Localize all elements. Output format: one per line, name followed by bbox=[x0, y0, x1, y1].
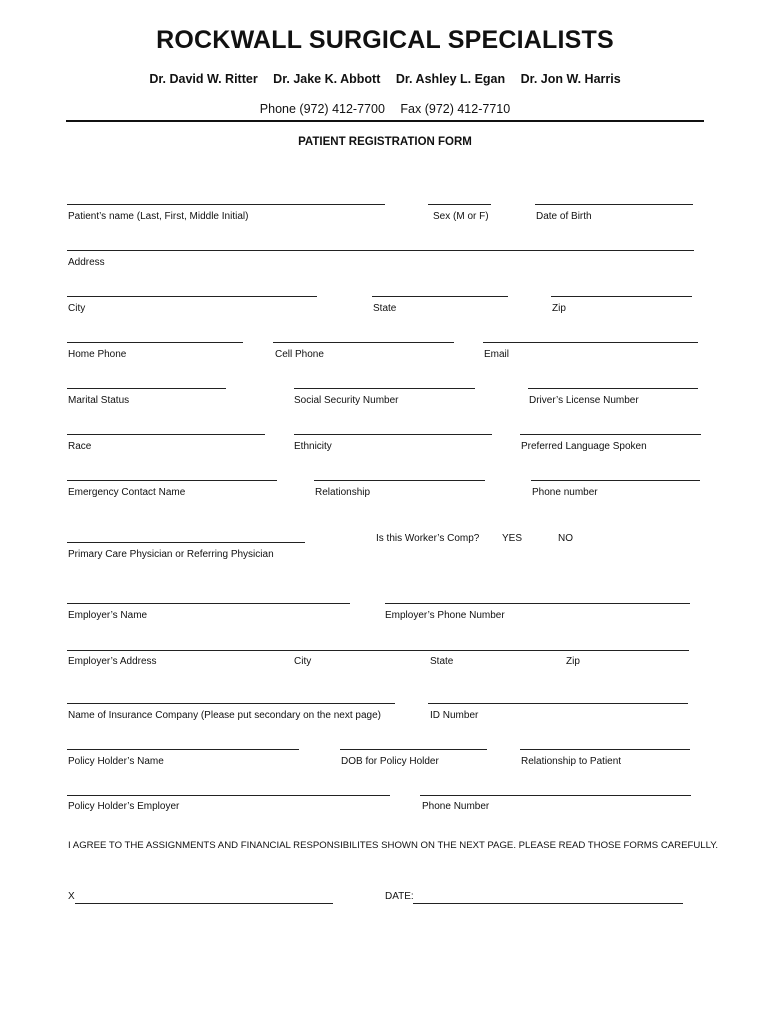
doctors-list bbox=[0, 72, 770, 86]
agreement-statement: I AGREE TO THE ASSIGNMENTS AND FINANCIAL RESPONSIBILITES SHOWN ON THE NEXT PAGE. PLEASE READ THOSE FORMS CAREFULLY. bbox=[68, 840, 719, 851]
header-divider bbox=[66, 120, 704, 122]
policy-holder-phone-label: Phone Number bbox=[422, 801, 490, 812]
ethnicity-field[interactable] bbox=[294, 434, 492, 435]
drivers-license-label: Driver’s License Number bbox=[529, 395, 639, 406]
address-field[interactable] bbox=[67, 250, 694, 251]
policy-holder-dob-field[interactable] bbox=[340, 749, 487, 750]
employer-state-label: State bbox=[430, 656, 454, 667]
dob-label: Date of Birth bbox=[536, 211, 592, 222]
race-field[interactable] bbox=[67, 434, 265, 435]
insurance-company-label: Name of Insurance Company (Please put secondary on the next page) bbox=[68, 710, 381, 721]
ethnicity-label: Ethnicity bbox=[294, 441, 332, 452]
drivers-license-field[interactable] bbox=[528, 388, 698, 389]
date-field[interactable] bbox=[413, 903, 683, 904]
policy-holder-employer-field[interactable] bbox=[67, 795, 390, 796]
phone-number-label: Phone number bbox=[532, 487, 598, 498]
zip-label: Zip bbox=[552, 303, 566, 314]
employer-address-label: Employer’s Address bbox=[68, 656, 157, 667]
pcp-field[interactable] bbox=[67, 542, 305, 543]
contact-info bbox=[0, 102, 770, 116]
sex-label: Sex (M or F) bbox=[433, 211, 489, 222]
date-prefix: DATE: bbox=[385, 891, 414, 902]
emergency-phone-field[interactable] bbox=[531, 480, 700, 481]
pcp-label: Primary Care Physician or Referring Physician bbox=[68, 549, 274, 560]
employer-name-field[interactable] bbox=[67, 603, 350, 604]
state-field[interactable] bbox=[372, 296, 508, 297]
dob-field[interactable] bbox=[535, 204, 693, 205]
id-number-label: ID Number bbox=[430, 710, 479, 721]
email-label: Email bbox=[484, 349, 510, 360]
home-phone-field[interactable] bbox=[67, 342, 243, 343]
relationship-field[interactable] bbox=[314, 480, 485, 481]
state-label: State bbox=[373, 303, 397, 314]
doctor-name: Dr. Jake K. Abbott bbox=[273, 72, 381, 86]
marital-status-label: Marital Status bbox=[68, 395, 130, 406]
cell-phone-field[interactable] bbox=[273, 342, 454, 343]
doctor-name: Dr. David W. Ritter bbox=[149, 72, 258, 86]
policy-holder-employer-label: Policy Holder’s Employer bbox=[68, 801, 180, 812]
signature-prefix: X bbox=[68, 891, 75, 902]
address-label: Address bbox=[68, 257, 105, 268]
employer-address-field[interactable] bbox=[67, 650, 689, 651]
emergency-contact-field[interactable] bbox=[67, 480, 277, 481]
email-field[interactable] bbox=[483, 342, 698, 343]
employer-city-label: City bbox=[294, 656, 312, 667]
form-title: PATIENT REGISTRATION FORM bbox=[298, 136, 472, 148]
relationship-to-patient-field[interactable] bbox=[520, 749, 690, 750]
cell-phone-label: Cell Phone bbox=[275, 349, 324, 360]
employer-phone-field[interactable] bbox=[385, 603, 690, 604]
signature-field[interactable] bbox=[75, 903, 333, 904]
patient-name-label: Patient’s name (Last, First, Middle Initial) bbox=[68, 211, 249, 222]
policy-holder-name-label: Policy Holder’s Name bbox=[68, 756, 164, 767]
fax-number: Fax (972) 412-7710 bbox=[400, 102, 511, 116]
policy-holder-name-field[interactable] bbox=[67, 749, 299, 750]
relationship-label: Relationship bbox=[315, 487, 371, 498]
emergency-contact-label: Emergency Contact Name bbox=[68, 487, 186, 498]
preferred-language-label: Preferred Language Spoken bbox=[521, 441, 647, 452]
workers-comp-no[interactable]: NO bbox=[558, 533, 573, 544]
patient-name-field[interactable] bbox=[67, 204, 385, 205]
doctor-name: Dr. Ashley L. Egan bbox=[395, 72, 506, 86]
id-number-field[interactable] bbox=[428, 703, 688, 704]
practice-name: ROCKWALL SURGICAL SPECIALISTS bbox=[156, 26, 614, 54]
city-label: City bbox=[68, 303, 86, 314]
employer-name-label: Employer’s Name bbox=[68, 610, 148, 621]
doctor-name: Dr. Jon W. Harris bbox=[520, 72, 621, 86]
workers-comp-label: Is this Worker’s Comp? bbox=[376, 533, 480, 544]
insurance-company-field[interactable] bbox=[67, 703, 395, 704]
employer-phone-label: Employer’s Phone Number bbox=[385, 610, 505, 621]
phone-number: Phone (972) 412-7700 bbox=[259, 102, 385, 116]
policy-holder-dob-label: DOB for Policy Holder bbox=[341, 756, 439, 767]
zip-field[interactable] bbox=[551, 296, 692, 297]
employer-zip-label: Zip bbox=[566, 656, 580, 667]
home-phone-label: Home Phone bbox=[68, 349, 127, 360]
preferred-language-field[interactable] bbox=[520, 434, 701, 435]
city-field[interactable] bbox=[67, 296, 317, 297]
sex-field[interactable] bbox=[428, 204, 491, 205]
policy-holder-phone-field[interactable] bbox=[420, 795, 691, 796]
marital-status-field[interactable] bbox=[67, 388, 226, 389]
ssn-field[interactable] bbox=[294, 388, 475, 389]
workers-comp-yes[interactable]: YES bbox=[502, 533, 523, 544]
race-label: Race bbox=[68, 441, 92, 452]
relationship-to-patient-label: Relationship to Patient bbox=[521, 756, 622, 767]
ssn-label: Social Security Number bbox=[294, 395, 399, 406]
